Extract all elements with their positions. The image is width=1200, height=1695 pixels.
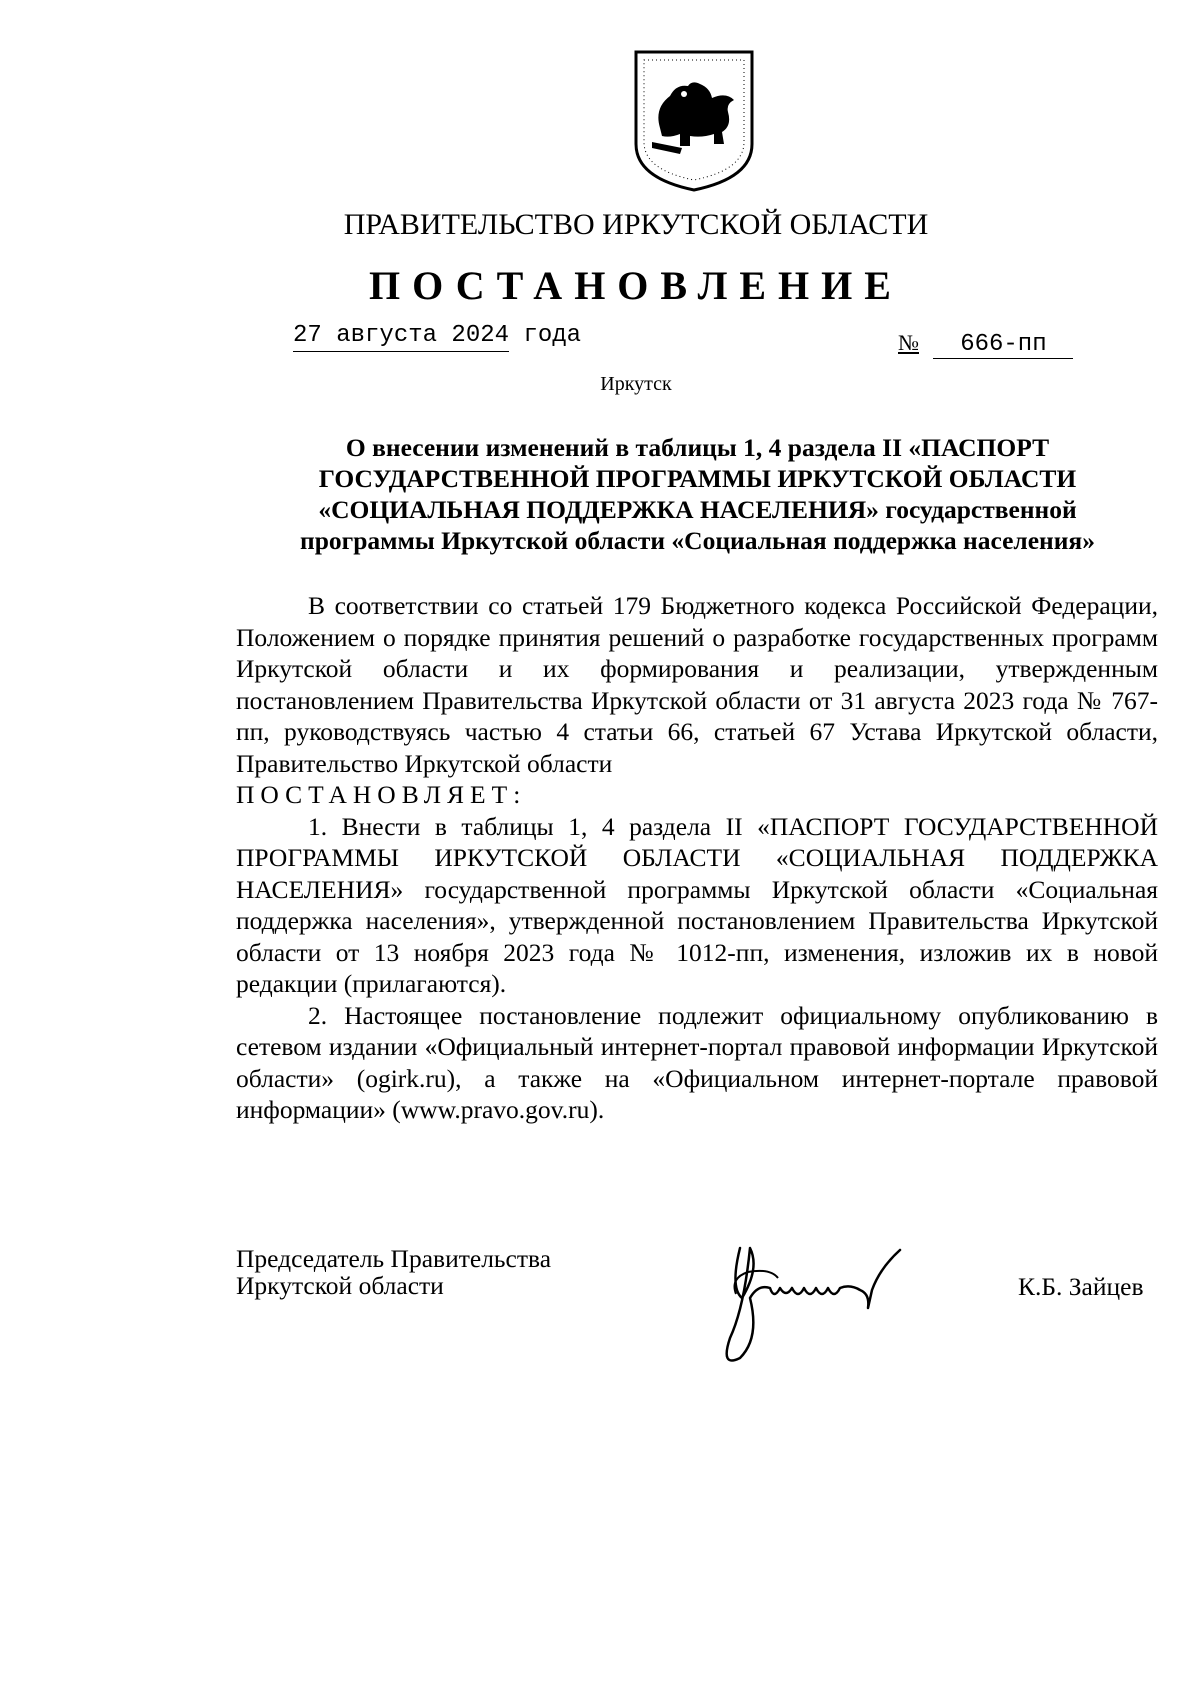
government-title: ПРАВИТЕЛЬСТВО ИРКУТСКОЙ ОБЛАСТИ	[343, 208, 929, 241]
subject-line: О внесении изменений в таблицы 1, 4 раздела II «ПАСПОРТ	[345, 433, 1050, 462]
signatory-name: К.Б. Зайцев	[1018, 1272, 1144, 1301]
document-date	[293, 322, 581, 349]
signatory-position-line: Иркутской области	[236, 1271, 444, 1300]
signatory-position-line: Председатель Правительства	[236, 1244, 552, 1273]
document-type-heading: ПОСТАНОВЛЕНИЕ	[369, 263, 903, 308]
handwritten-signature-icon	[700, 1228, 960, 1378]
decree-word: ПОСТАНОВЛЯЕТ:	[236, 780, 527, 809]
document-number	[898, 330, 1073, 359]
signatory-position	[236, 1245, 551, 1299]
item-2-paragraph: 2. Настоящее постановление подлежит официальному опубликованию в сетевом издании «Официальный интернет-портал правовой информации Иркутской области» (ogirk.ru), а также на «Официальном интернет-портале правовой информации» (www.pravo.gov.ru).	[236, 1000, 1158, 1124]
subject-line: программы Иркутской области «Социальная поддержка населения»	[300, 526, 1095, 555]
document-body	[236, 590, 1158, 1126]
coat-of-arms-icon	[630, 46, 758, 194]
document-date-suffix: года	[523, 322, 582, 349]
document-subject	[250, 432, 1145, 556]
item-1-paragraph: 1. Внести в таблицы 1, 4 раздела II «ПАСПОРТ ГОСУДАРСТВЕННОЙ ПРОГРАММЫ ИРКУТСКОЙ ОБЛАСТИ «СОЦИАЛЬНАЯ ПОДДЕРЖКА НАСЕЛЕНИЯ» государственной программы Иркутской области «Социальная поддержка населения», утвержденной постановлением Правительства Иркутской области от 13 ноября 2023 года № 1012-пп, изменения, изложив их в новой редакции (прилагаются).	[236, 811, 1158, 998]
document-number-value: 666-пп	[933, 331, 1073, 359]
number-sign: №	[898, 330, 919, 355]
preamble-paragraph: В соответствии со статьей 179 Бюджетного кодекса Российской Федерации, Положением о порядке принятия решений о разработке государственных программ Иркутской области и их формирования и реализации, утвержденным постановлением Правительства Иркутской области от 31 августа 2023 года № 767-пп, руководствуясь частью 4 статьи 66, статьей 67 Устава Иркутской области, Правительство Иркутской области	[236, 591, 1158, 778]
document-date-value: 27 августа 2024	[293, 322, 509, 352]
subject-line: «СОЦИАЛЬНАЯ ПОДДЕРЖКА НАСЕЛЕНИЯ» государственной	[318, 495, 1077, 524]
document-city: Иркутск	[600, 373, 672, 395]
subject-line: ГОСУДАРСТВЕННОЙ ПРОГРАММЫ ИРКУТСКОЙ ОБЛАСТИ	[318, 464, 1077, 493]
